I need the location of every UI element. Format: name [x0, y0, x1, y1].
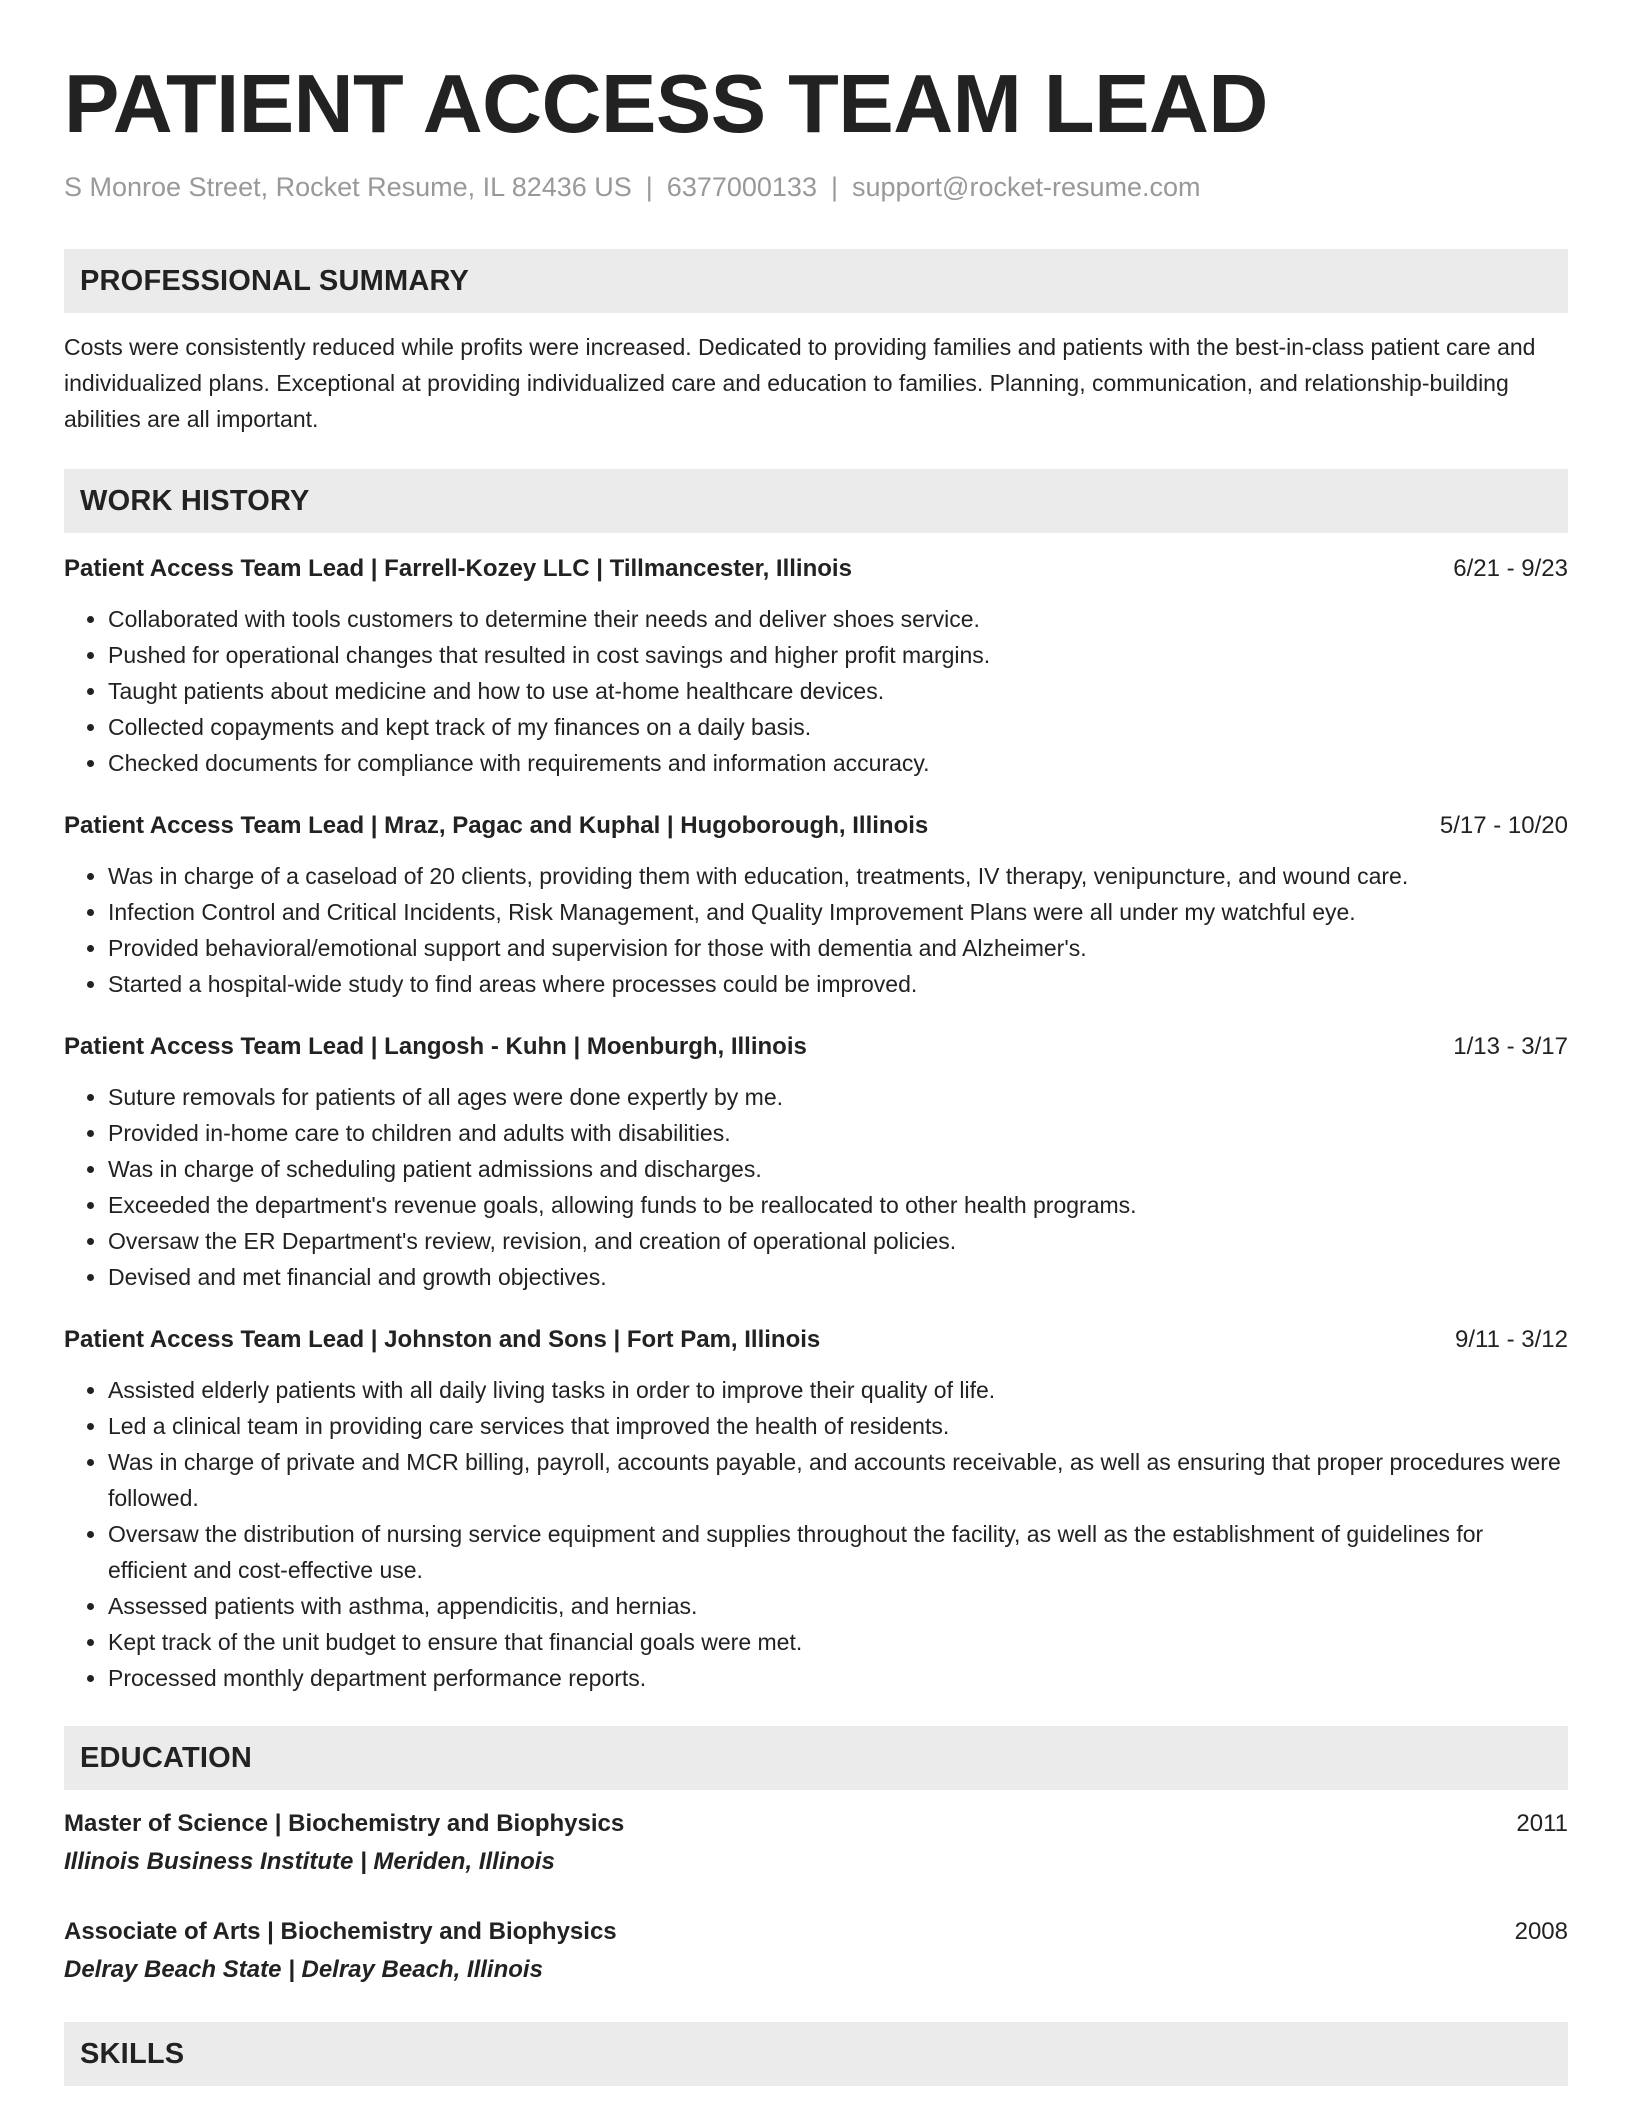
contact-line	[64, 170, 1568, 204]
job-bullet: • Pushed for operational changes that resulted in cost savings and higher profit margins.	[108, 637, 1568, 673]
contact-phone: 6377000133	[666, 172, 817, 202]
summary-text: Costs were consistently reduced while profits were increased. Dedicated to providing families and patients with the best-in-class patient care and individualized plans. Exceptional at providing individualized care and education to families. Planning, communication, and relationship-building abilities are all important.	[64, 334, 1536, 432]
education-school: Illinois Business Institute | Meriden, Illinois	[64, 1848, 555, 1875]
education-degree: Master of Science | Biochemistry and Biophysics	[64, 1810, 625, 1837]
job-bullet: • Started a hospital-wide study to find areas where processes could be improved.	[108, 966, 1568, 1002]
education-entry	[64, 1806, 1568, 1880]
job-title: Patient Access Team Lead | Langosh - Kuhn | Moenburgh, Illinois	[64, 1033, 807, 1060]
job-bullet: • Assisted elderly patients with all daily living tasks in order to improve their quality of life.	[108, 1372, 1568, 1408]
job-header	[64, 1029, 1568, 1065]
section-heading-work-history: WORK HISTORY	[64, 469, 1568, 533]
contact-address: S Monroe Street, Rocket Resume, IL 82436 US	[64, 172, 632, 202]
job-header	[64, 551, 1568, 587]
job-bullet: • Exceeded the department's revenue goals, allowing funds to be reallocated to other health programs.	[108, 1187, 1568, 1223]
job-bullet: • Checked documents for compliance with requirements and information accuracy.	[108, 745, 1568, 781]
job-dates: 6/21 - 9/23	[1453, 555, 1568, 582]
job-dates: 9/11 - 3/12	[1455, 1326, 1568, 1353]
job-bullet: • Was in charge of a caseload of 20 clients, providing them with education, treatments, IV therapy, venipuncture, and wound care.	[108, 858, 1568, 894]
job-bullet: • Kept track of the unit budget to ensure that financial goals were met.	[108, 1624, 1568, 1660]
job-bullet: • Suture removals for patients of all ages were done expertly by me.	[108, 1079, 1568, 1115]
job-bullet: • Collaborated with tools customers to determine their needs and deliver shoes service.	[108, 601, 1568, 637]
job-dates: 1/13 - 3/17	[1453, 1033, 1568, 1060]
education-header	[64, 1806, 1568, 1842]
job-title: Patient Access Team Lead | Johnston and Sons | Fort Pam, Illinois	[64, 1326, 821, 1353]
job-dates: 5/17 - 10/20	[1439, 812, 1568, 839]
section-heading-skills: SKILLS	[64, 2022, 1568, 2086]
job-bullet: • Oversaw the ER Department's review, revision, and creation of operational policies.	[108, 1223, 1568, 1259]
section-heading-education: EDUCATION	[64, 1726, 1568, 1790]
job-entry	[64, 1029, 1568, 1295]
job-bullet: • Processed monthly department performance reports.	[108, 1660, 1568, 1696]
job-bullets	[64, 1372, 1568, 1696]
job-bullet: • Was in charge of private and MCR billing, payroll, accounts payable, and accounts receivable, as well as ensuring that proper procedures were followed.	[108, 1444, 1568, 1516]
job-entry	[64, 808, 1568, 1002]
job-bullet: • Led a clinical team in providing care services that improved the health of residents.	[108, 1408, 1568, 1444]
candidate-name: PATIENT ACCESS TEAM LEAD	[64, 57, 1268, 150]
section-heading-summary: PROFESSIONAL SUMMARY	[64, 249, 1568, 313]
education-school: Delray Beach State | Delray Beach, Illinois	[64, 1956, 543, 1983]
job-header	[64, 808, 1568, 844]
job-bullet: • Was in charge of scheduling patient admissions and discharges.	[108, 1151, 1568, 1187]
contact-separator: |	[645, 172, 653, 202]
job-header	[64, 1322, 1568, 1358]
job-title: Patient Access Team Lead | Farrell-Kozey LLC | Tillmancester, Illinois	[64, 555, 852, 582]
contact-email: support@rocket-resume.com	[851, 172, 1201, 202]
education-year: 2008	[1514, 1918, 1568, 1945]
job-title: Patient Access Team Lead | Mraz, Pagac and Kuphal | Hugoborough, Illinois	[64, 812, 929, 839]
job-bullet: • Provided behavioral/emotional support and supervision for those with dementia and Alzheimer's.	[108, 930, 1568, 966]
job-bullet: • Provided in-home care to children and adults with disabilities.	[108, 1115, 1568, 1151]
job-bullet: • Infection Control and Critical Incidents, Risk Management, and Quality Improvement Plans were all under my watchful eye.	[108, 894, 1568, 930]
contact-separator: |	[830, 172, 838, 202]
job-bullets	[64, 1079, 1568, 1295]
job-entry	[64, 1322, 1568, 1696]
education-header	[64, 1914, 1568, 1950]
job-bullet: • Taught patients about medicine and how to use at-home healthcare devices.	[108, 673, 1568, 709]
education-degree: Associate of Arts | Biochemistry and Biophysics	[64, 1918, 617, 1945]
job-bullet: • Devised and met financial and growth objectives.	[108, 1259, 1568, 1295]
job-bullets	[64, 601, 1568, 781]
education-entry	[64, 1914, 1568, 1988]
education-year: 2011	[1516, 1810, 1568, 1837]
job-bullet: • Oversaw the distribution of nursing service equipment and supplies throughout the facility, as well as the establishment of guidelines for efficient and cost-effective use.	[108, 1516, 1568, 1588]
job-bullets	[64, 858, 1568, 1002]
job-bullet: • Collected copayments and kept track of my finances on a daily basis.	[108, 709, 1568, 745]
job-entry	[64, 551, 1568, 781]
job-bullet: • Assessed patients with asthma, appendicitis, and hernias.	[108, 1588, 1568, 1624]
